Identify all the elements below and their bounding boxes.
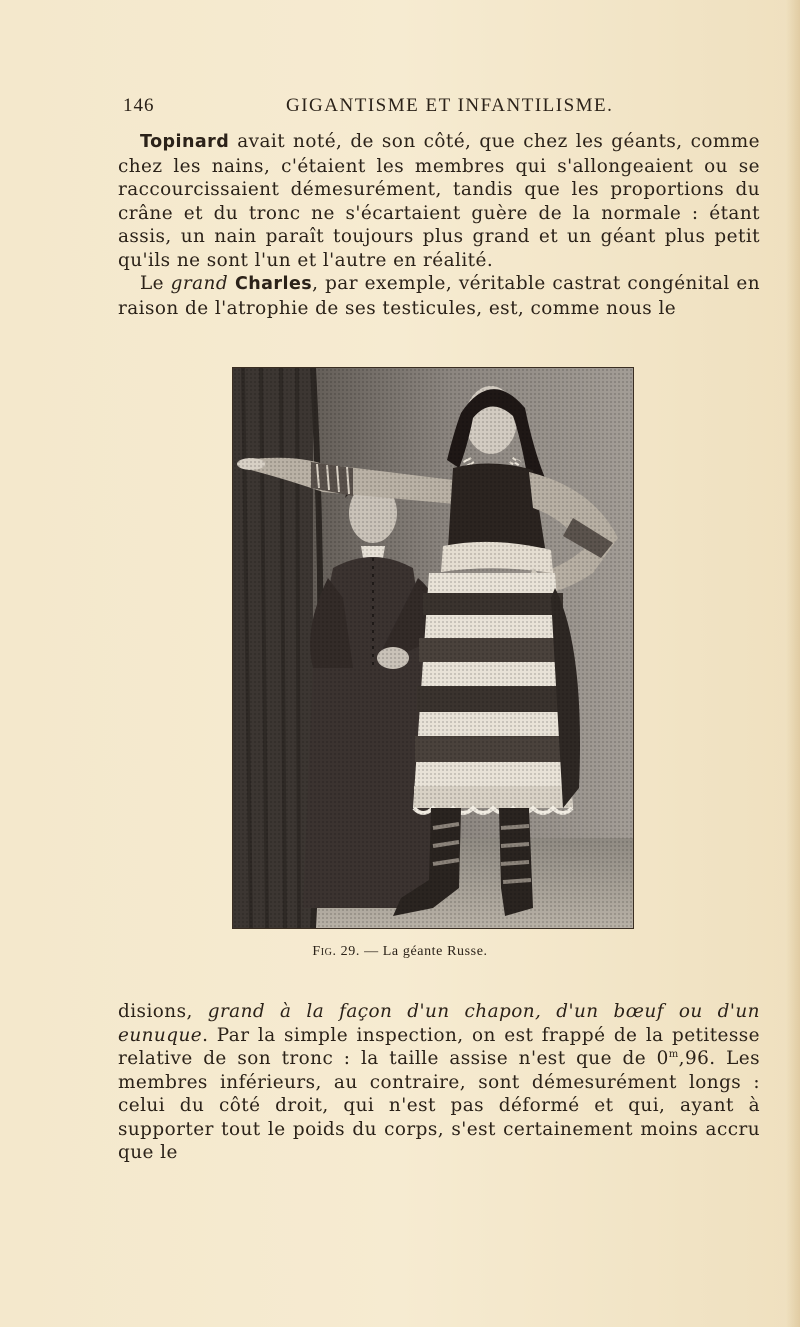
page-number: 146 [123,95,155,116]
paragraph-3-text-a: . Par la simple inspection, on est frappé de la petitesse relative de son tronc : la taille assise n'est que de 0 [118,1024,760,1069]
meter-superscript: m [668,1048,679,1060]
page-header [123,95,683,119]
grand-italic: grand [170,273,229,294]
paragraph-1-text: avait noté, de son côté, que chez les géants, comme chez les nains, c'étaient les membres qui s'allongeaient ou se raccourcissaient démesurément, tandis que les proportions du crâne et du tronc ne s'écartaient guère de la normale : étant assis, un nain paraît toujours plus grand et un géant plus petit qu'ils ne sont l'un et l'autre en réalité. [118,131,760,271]
paragraph-2-text: , par exemple, véritable castrat congénital en raison de l'atrophie de ses testicules, est, comme nous le [118,273,761,319]
page-edge [786,0,800,1327]
paragraph-3-prefix: disions, [118,1001,208,1022]
photograph-two-women [233,368,633,928]
figure-photograph [232,367,634,929]
paragraph-topinard [118,130,760,272]
author-name-topinard: Topinard [140,132,230,152]
figure-label: Fig. 29. [312,944,360,959]
paragraph-2-prefix: Le [140,273,171,294]
chapon-italic: grand à la façon d'un chapon, d'un bœuf ou d'un eunuque [118,1001,760,1046]
paragraph-continuation [118,1000,760,1165]
text-block-top [118,130,760,320]
name-charles: Charles [228,274,313,294]
paragraph-charles [118,272,760,320]
figure-caption [0,944,800,960]
running-title: GIGANTISME ET INFANTILISME. [286,95,614,116]
paragraph-3-text-b: ,96. Les membres inférieurs, au contraire, sont démesurément longs : celui du côté droit, qui n'est pas déformé et qui, ayant à supporter tout le poids du corps, s'est certainement moins accru que le [118,1048,760,1163]
figure-caption-text: — La géante Russe. [359,944,488,959]
text-block-bottom [118,1000,760,1165]
